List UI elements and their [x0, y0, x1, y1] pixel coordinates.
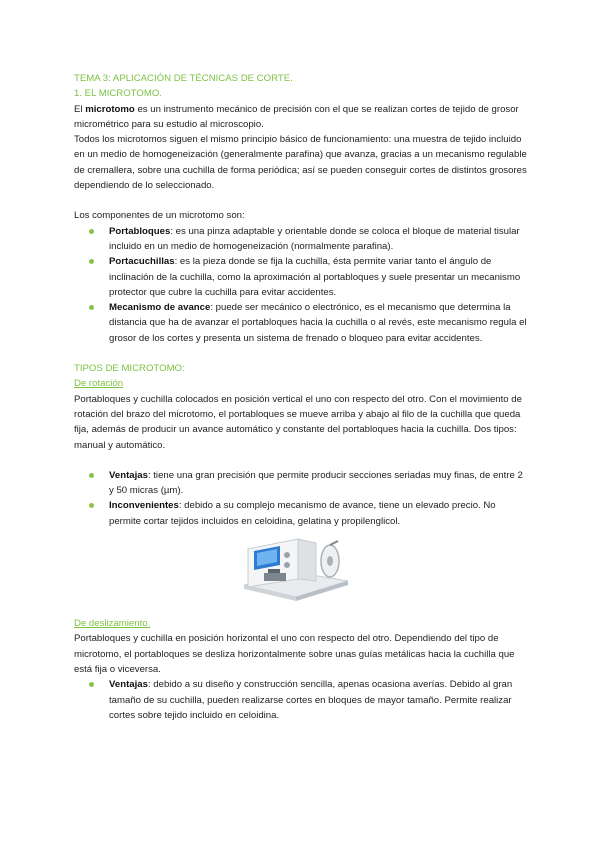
- rotation-paragraph: Portabloques y cuchilla colocados en posición vertical el uno con respecto del otro. Con el movimiento de rotación del brazo del microtomo, el portabloques se mueve arriba y abajo al filo de la cuchilla que queda fija, además de producir un avance automático y constante del portabloques hacia la cuchilla. Dos tipos: manual y automático.: [74, 393, 522, 451]
- document-page: [74, 71, 530, 723]
- bullet-icon: [89, 229, 94, 234]
- list-item: Ventajas: debido a su diseño y construcción sencilla, apenas ocasiona averías. Debido al gran tamaño de su cuchilla, pueden realizarse cortes en bloques de mayor tamaño. Permite realizar cortes sobre tejido incluido en celoidina.: [74, 677, 530, 723]
- principle-paragraph: Todos los microtomos siguen el mismo principio básico de funcionamiento: una muestra de tejido incluido en un medio de homogeneización (generalmente parafina) que avanza, gracias a un mecanismo regulable de cremallera, sobre una cuchilla de forma periódica; así se pueden conseguir cortes de distintos grosores dependiendo de lo seleccionado.: [74, 134, 527, 192]
- list-item: Ventajas: tiene una gran precisión que permite producir secciones seriadas muy finas, de entre 2 y 50 micras (µm).: [74, 468, 530, 499]
- sliding-paragraph: Portabloques y cuchilla en posición horizontal el uno con respecto del otro. Dependiendo del tipo de microtomo, el portabloques se desliza horizontalmente sobre unas guías metálicas hacia la cuchilla que está fija o viceversa.: [74, 633, 515, 675]
- sliding-list: [74, 677, 530, 723]
- list-item: Inconvenientes: debido a su complejo mecanismo de avance, tiene un elevado precio. No permite cortar tejidos incluidos en celoidina, gelatina y propilenglicol.: [74, 498, 530, 529]
- microtome-icon: [240, 535, 352, 603]
- microtome-image: [74, 535, 530, 607]
- bullet-icon: [89, 305, 94, 310]
- components-lead: Los componentes de un microtomo son:: [74, 210, 245, 222]
- list-item: Mecanismo de avance: puede ser mecánico o electrónico, es el mecanismo que determina la distancia que ha de avanzar el portabloques hacia la cuchilla o al revés, este mecanismo regula el grosor de los cortes y presenta un sistema de frenado o bloqueo para evitar accidentes.: [74, 300, 530, 346]
- types-heading: TIPOS DE MICROTOMO:: [74, 363, 185, 375]
- intro-paragraph: El microtomo es un instrumento mecánico de precisión con el que se realizan cortes de tejido de grosor micrométrico para su estudio al microscopio.: [74, 103, 519, 130]
- sliding-heading: De deslizamiento.: [74, 618, 151, 630]
- topic-heading: TEMA 3: APLICACIÓN DE TÉCNICAS DE CORTE.: [74, 73, 293, 84]
- bullet-icon: [89, 503, 94, 508]
- list-item: Portacuchillas: es la pieza donde se fija la cuchilla, ésta permite variar tanto el ángulo de inclinación de la cuchilla, como la aproximación al portabloques y suele presentar un mecanismo protector que cubre la cuchilla para evitar accidentes.: [74, 254, 530, 300]
- bullet-icon: [89, 259, 94, 264]
- rotation-list: [74, 468, 530, 529]
- rotation-heading: De rotación: [74, 378, 124, 390]
- microtomo-term: microtomo: [85, 103, 135, 115]
- section-heading: 1. EL MICROTOMO.: [74, 88, 162, 100]
- bullet-icon: [89, 682, 94, 687]
- bullet-icon: [89, 473, 94, 478]
- list-item: Portabloques: es una pinza adaptable y orientable donde se coloca el bloque de material tisular incluido en un medio de homogeneización (normalmente parafina).: [74, 224, 530, 255]
- components-list: [74, 224, 530, 346]
